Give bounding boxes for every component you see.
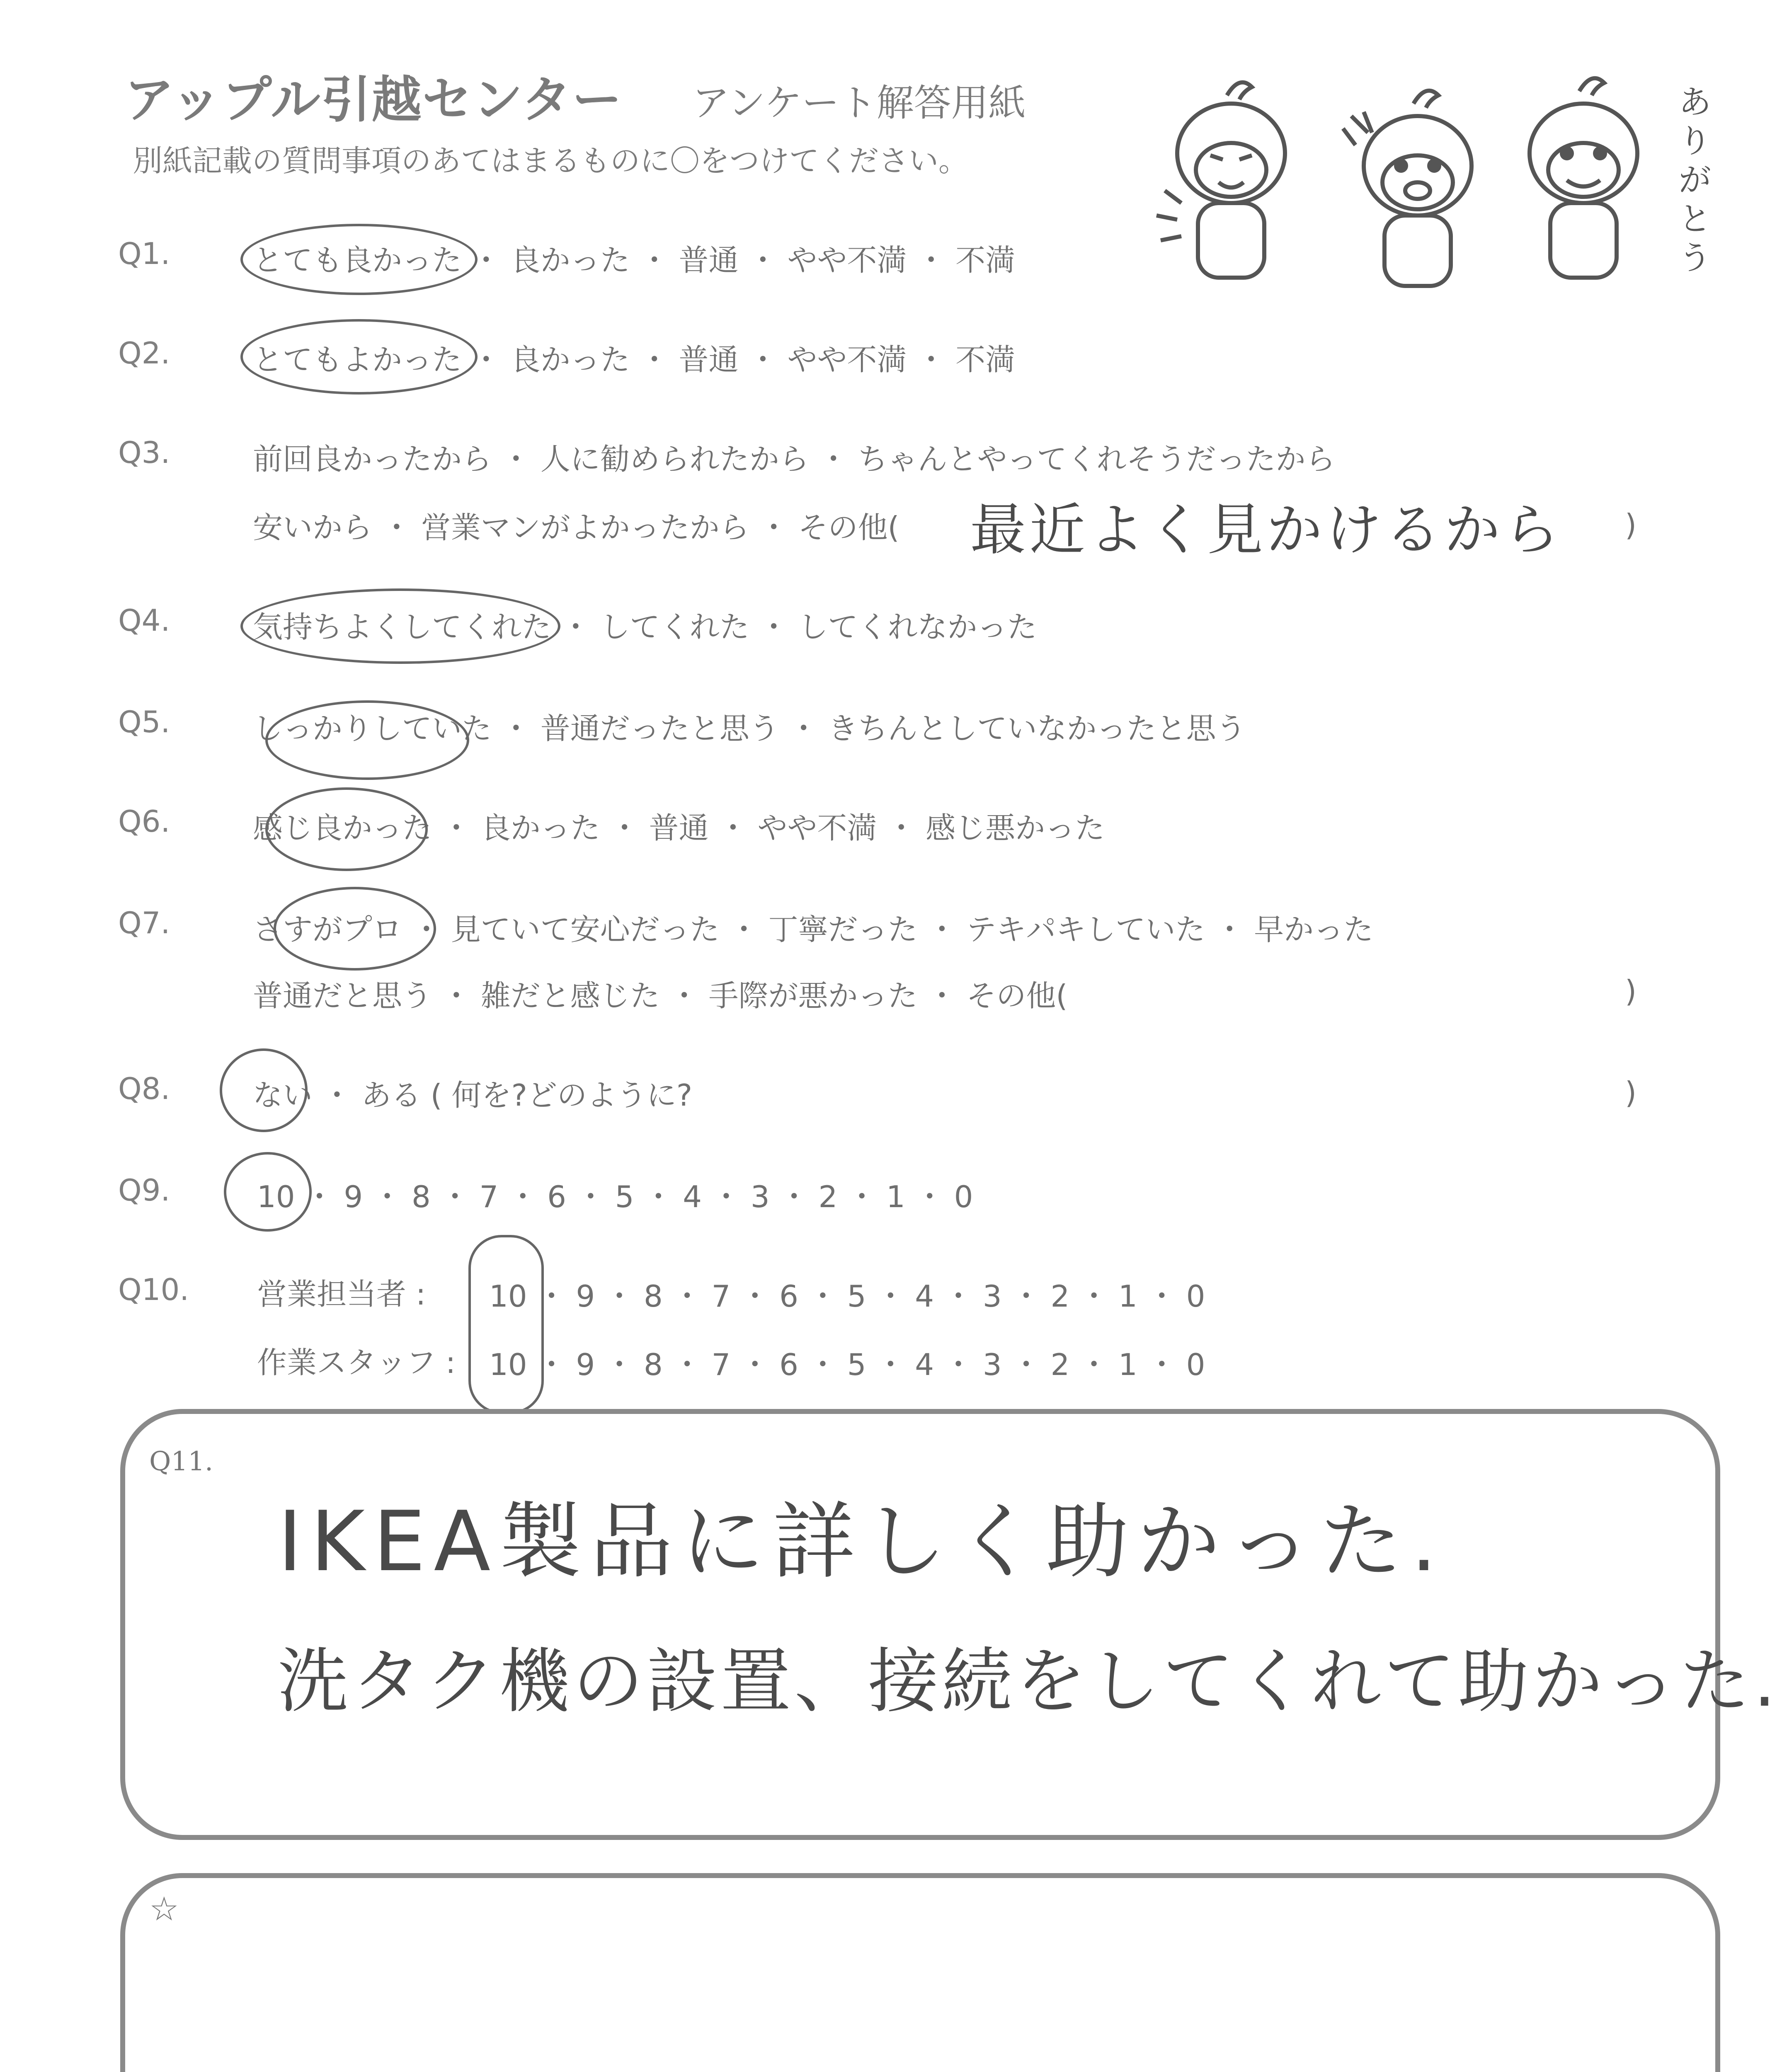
q9-label: Q9.: [118, 1173, 170, 1208]
q10-label: Q10.: [118, 1272, 189, 1307]
q3-options-line1: 前回良かったから ・ 人に勧められたから ・ ちゃんとやってくれそうだったから: [253, 442, 1336, 477]
q8-label: Q8.: [118, 1071, 170, 1106]
q6-label: Q6.: [118, 804, 170, 839]
q4-options: 気持ちよくしてくれた ・ してくれた ・ してくれなかった: [253, 610, 1037, 644]
q9-scale: 10 ・ 9 ・ 8 ・ 7 ・ 6 ・ 5 ・ 4 ・ 3 ・ 2 ・ 1 ・ 0: [257, 1179, 973, 1214]
q2-label: Q2.: [118, 336, 170, 370]
q10-staff-scale: 10 ・ 9 ・ 8 ・ 7 ・ 6 ・ 5 ・ 4 ・ 3 ・ 2 ・ 1 ・ 0: [489, 1347, 1205, 1382]
q1-options: とても良かった ・ 良かった ・ 普通 ・ やや不満 ・ 不満: [253, 243, 1016, 278]
q4-answer-circle: [240, 588, 560, 664]
star-label: ☆: [149, 1890, 179, 1928]
q7-label: Q7.: [118, 905, 170, 940]
thanks-vertical-text: ありがとう: [1679, 84, 1712, 277]
q5-answer-circle: [265, 700, 469, 780]
q2-answer-circle: [240, 319, 478, 395]
q10-answer-circle: [468, 1235, 544, 1414]
q8-options: ない ・ ある ( 何を?どのように?: [253, 1078, 693, 1113]
free-comment-box: [120, 1873, 1720, 2072]
q7-options-line1: さすがプロ ・ 見ていて安心だった ・ 丁寧だった ・ テキパキしていた ・ 早かった: [253, 912, 1374, 947]
q5-options: しっかりしていた ・ 普通だったと思う ・ きちんとしていなかったと思う: [253, 711, 1246, 746]
q11-answer-line2: 洗タク機の設置、接続をしてくれて助かった.: [278, 1641, 1780, 1723]
q3-label: Q3.: [118, 435, 170, 470]
q8-close-paren: ): [1625, 1075, 1637, 1110]
q10-sales-scale: 10 ・ 9 ・ 8 ・ 7 ・ 6 ・ 5 ・ 4 ・ 3 ・ 2 ・ 1 ・ 0: [489, 1279, 1205, 1314]
q11-answer-line1: IKEA製品に詳しく助かった.: [278, 1493, 1445, 1590]
q11-label: Q11.: [149, 1446, 213, 1477]
q4-label: Q4.: [118, 603, 170, 638]
q5-label: Q5.: [118, 704, 170, 739]
q2-options: とてもよかった ・ 良かった ・ 普通 ・ やや不満 ・ 不満: [253, 342, 1016, 377]
company-title: アップル引越センター: [124, 71, 623, 129]
q3-other-answer-handwritten: 最近よく見かけるから: [970, 497, 1563, 562]
instruction-text: 別紙記載の質問事項のあてはまるものに〇をつけてください。: [133, 143, 969, 178]
q7-answer-circle: [274, 887, 436, 971]
q6-answer-circle: [265, 787, 428, 871]
q1-answer-circle: [240, 224, 478, 295]
q7-close-paren: ): [1625, 974, 1637, 1009]
q6-options: 感じ良かった ・ 良かった ・ 普通 ・ やや不満 ・ 感じ悪かった: [253, 811, 1105, 845]
q1-label: Q1.: [118, 236, 170, 271]
q7-options-line2: 普通だと思う ・ 雑だと感じた ・ 手際が悪かった ・ その他(: [253, 978, 1068, 1013]
form-title: アンケート解答用紙: [692, 81, 1026, 125]
q8-answer-circle: [220, 1048, 308, 1132]
q10-sales-label: 営業担当者 :: [257, 1277, 426, 1312]
q3-options-line2: 安いから ・ 営業マンがよかったから ・ その他(: [253, 510, 899, 545]
monkey-mascots-illustration: [1148, 66, 1708, 298]
q3-close-paren: ): [1625, 508, 1637, 542]
q9-answer-circle: [224, 1152, 312, 1232]
q10-staff-label: 作業スタッフ :: [257, 1345, 456, 1380]
